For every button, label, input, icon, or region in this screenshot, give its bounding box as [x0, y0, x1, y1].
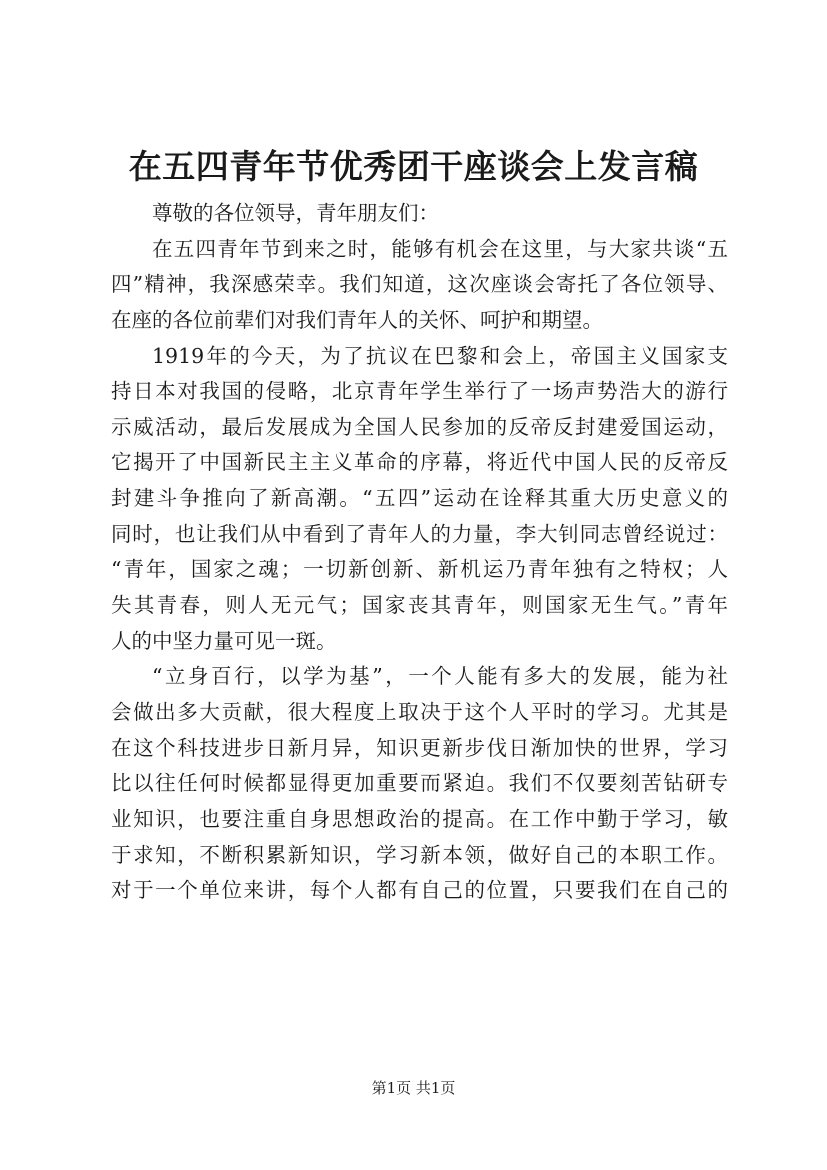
paragraph-line: 失其青春，则人无元气；国家丧其青年，则国家无生气。”青年 [111, 593, 728, 618]
document-title: 在五四青年节优秀团干座谈会上发言稿 [128, 147, 699, 186]
paragraph-line: 1919年的今天，为了抗议在巴黎和会上，帝国主义国家支 [152, 343, 728, 368]
salutation-line: 尊敬的各位领导，青年朋友们： [152, 201, 439, 225]
paragraph-line: 于求知，不断积累新知识，学习新本领，做好自己的本职工作。 [111, 842, 728, 867]
page-footer: 第1页 共1页 [371, 1079, 456, 1097]
paragraph-line: 在这个科技进步日新月异，知识更新步伐日渐加快的世界，学习 [111, 735, 728, 760]
paragraph-line: 封建斗争推向了新高潮。“五四”运动在诠释其重大历史意义的 [111, 486, 728, 511]
paragraph-line: 同时，也让我们从中看到了青年人的力量，李大钊同志曾经说过： [111, 521, 728, 546]
paragraph-line: 持日本对我国的侵略，北京青年学生举行了一场声势浩大的游行 [111, 379, 728, 404]
paragraph-line: 示威活动，最后发展成为全国人民参加的反帝反封建爱国运动， [111, 414, 728, 439]
paragraph-line: 业知识，也要注重自身思想政治的提高。在工作中勤于学习，敏 [111, 806, 728, 831]
paragraph-line: 在五四青年节到来之时，能够有机会在这里，与大家共谈“五 [152, 236, 728, 261]
paragraph-line: 四”精神，我深感荣幸。我们知道，这次座谈会寄托了各位领导、 [111, 272, 728, 297]
paragraph-line: 在座的各位前辈们对我们青年人的关怀、呵护和期望。 [111, 307, 603, 332]
paragraph-line: “青年，国家之魂；一切新创新、新机运乃青年独有之特权；人 [111, 557, 728, 582]
paragraph-line: 比以往任何时候都显得更加重要而紧迫。我们不仅要刻苦钻研专 [111, 771, 728, 796]
paragraph-line: 人的中坚力量可见一斑。 [111, 628, 337, 653]
paragraph-line: 会做出多大贡献，很大程度上取决于这个人平时的学习。尤其是 [111, 699, 728, 724]
document-body [111, 196, 728, 909]
paragraph-line: 对于一个单位来讲，每个人都有自己的位置，只要我们在自己的 [111, 878, 728, 903]
paragraph-line: “立身百行，以学为基”，一个人能有多大的发展，能为社 [152, 664, 728, 689]
paragraph-line: 它揭开了中国新民主主义革命的序幕，将近代中国人民的反帝反 [111, 450, 728, 475]
